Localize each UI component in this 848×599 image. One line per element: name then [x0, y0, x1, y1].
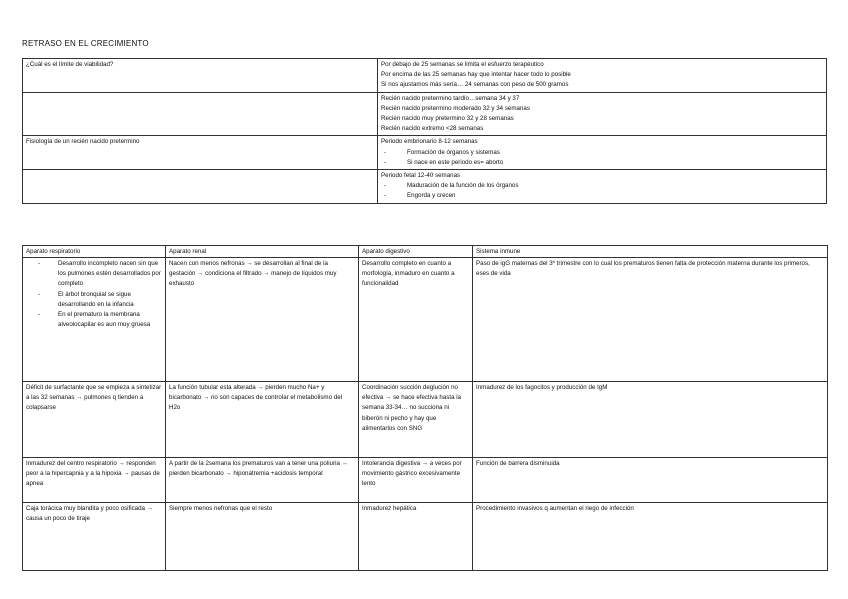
table-cell: Función de barrera disminuida — [473, 458, 828, 503]
column-header: Sistema inmune — [473, 246, 828, 258]
table-row — [23, 458, 828, 503]
table-row — [23, 258, 828, 382]
table-header-row — [23, 246, 828, 258]
table-cell: Coordinación succión deglución no efectiva → se hace efectiva hasta la semana 33-34… no succiona ni biberón ni pecho y hay que alimentarlos con SNG — [359, 382, 473, 458]
table-row — [23, 136, 827, 170]
table-row — [23, 382, 828, 458]
table-cell: ¿Cuál es el límite de viabilidad? — [23, 59, 378, 93]
column-header: Aparato respiratorio — [23, 246, 166, 258]
list-item: Recién nacido pretermino moderado 32 y 34 semanas — [381, 104, 530, 112]
viability-table — [22, 58, 827, 204]
table-cell: La función tubular esta alterada → pierden mucho Na+ y bicarbonato → no son capaces de controlar el metabolismo del H2o — [166, 382, 359, 458]
table-cell: Nacen con menos nefronas → se desarrollan al final de la gestación → condiciona el filtrado → manejo de líquidos muy exhausto — [166, 258, 359, 382]
table-row — [23, 59, 827, 93]
table-cell: Fisiología de un recién nacido pretermino — [23, 136, 378, 170]
systems-table — [22, 245, 828, 571]
list-item: Por encima de las 25 semanas hay que intentar hacer todo lo posible — [381, 71, 571, 79]
table-cell — [378, 170, 827, 204]
table-cell: Intolerancia digestiva → a veces por movimiento gástrico excesivamente lento — [359, 458, 473, 503]
table-cell — [23, 170, 378, 204]
table-cell: Inmadurez del centro respiratorio → responden peor a la hipercapnia y a la hipoxia → pausas de apnea — [23, 458, 166, 503]
table-cell — [23, 92, 378, 136]
list-item: Si nos ajustamos más sería… 24 semanas con peso de 500 gramos — [381, 81, 569, 89]
column-header: Aparato digestivo — [359, 246, 473, 258]
bullet-item: - Desarrollo incompleto nacen sin que los pulmones estén desarrollados por completo — [26, 259, 162, 290]
table-cell — [378, 59, 827, 93]
table-cell: Paso de igG maternas del 3º trimestre con lo cual los prematuros tienen falta de protección materna durante los primeros, eses de vida — [473, 258, 828, 382]
table-cell: Desarrollo completo en cuanto a morfología, inmaduro en cuanto a funcionalidad — [359, 258, 473, 382]
sub-list-item: - Maduración de la función de los órganos — [381, 181, 823, 191]
table-cell — [378, 136, 827, 170]
list-item: Periodo embrionario 8-12 semanas — [381, 138, 478, 146]
table-cell — [378, 92, 827, 136]
list-item: Recién nacido muy pretermino 32 y 28 semanas — [381, 115, 514, 123]
bullet-item: - En el prematuro la membrana alveolocapilar es aun muy gruesa — [26, 310, 162, 330]
list-item: Recién nacido extremo <28 semanas — [381, 125, 484, 133]
table-cell: Caja torácica muy blandita y poco osificada → causa un poco de tiraje — [23, 503, 166, 571]
list-item: Por debajo de 25 semanas se limita el esfuerzo terapéutico — [381, 61, 544, 68]
column-header: Aparato renal — [166, 246, 359, 258]
table-cell — [23, 258, 166, 382]
table-cell: Procedimiento invasivos q aumentan el riego de infección — [473, 503, 828, 571]
bullet-item: - El árbol bronquial se sigue desarrollando en la infancia — [26, 290, 162, 310]
list-item: Recién nacido pretermino tardío…semana 34 y 37 — [381, 94, 520, 102]
sub-list-item: - Engorda y crecen — [381, 191, 823, 201]
list-item: Periodo fetal 12-40 semanas — [381, 172, 461, 180]
table-row — [23, 170, 827, 204]
table-cell: A partir de la 2semana los prematuros van a tener una poliuria → pierden bicarbonato → hiponatremia +acidosis temporal — [166, 458, 359, 503]
sub-list-item: - Si nace en este periodo es= aborto — [381, 158, 823, 168]
table-row — [23, 92, 827, 136]
page-title: RETRASO EN EL CRECIMIENTO — [22, 39, 149, 48]
sub-list-item: - Formación de órganos y sistemas — [381, 148, 823, 158]
table-cell: Déficit de surfactante que se empieza a sintetizar a las 32 semanas → pulmones q tienden a colapsarse — [23, 382, 166, 458]
table-cell: Siempre menos nefronas que el resto — [166, 503, 359, 571]
table-cell: Inmadurez de los fagocitos y producción de IgM — [473, 382, 828, 458]
table-cell: Inmadurez hepática — [359, 503, 473, 571]
table-row — [23, 503, 828, 571]
